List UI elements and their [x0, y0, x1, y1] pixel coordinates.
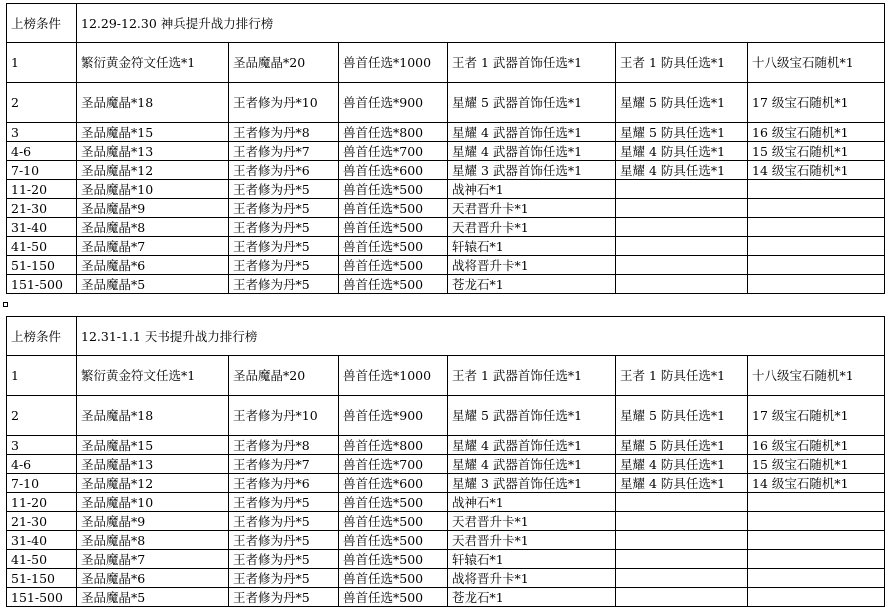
reward-cell: 王者修为丹*5	[229, 531, 339, 550]
reward-cell: 战将晋升卡*1	[448, 569, 616, 588]
rank-cell: 21-30	[7, 512, 77, 531]
rank-cell: 3	[7, 123, 77, 142]
reward-cell: 16 级宝石随机*1	[748, 436, 885, 455]
reward-cell: 王者修为丹*5	[229, 180, 339, 199]
table-row	[7, 474, 885, 493]
reward-cell	[616, 512, 748, 531]
reward-cell	[616, 550, 748, 569]
table-row	[7, 43, 885, 83]
reward-cell: 王者修为丹*5	[229, 218, 339, 237]
reward-cell: 兽首任选*500	[339, 569, 448, 588]
reward-cell	[748, 588, 885, 607]
reward-cell	[616, 237, 748, 256]
reward-cell: 王者修为丹*5	[229, 275, 339, 294]
ranking-table-tianshu	[6, 316, 885, 607]
reward-cell: 王者 1 防具任选*1	[616, 43, 748, 83]
reward-cell: 王者 1 武器首饰任选*1	[448, 356, 616, 396]
reward-cell: 圣品魔晶*20	[229, 43, 339, 83]
rank-cell: 4-6	[7, 142, 77, 161]
reward-cell: 王者修为丹*5	[229, 256, 339, 275]
reward-cell	[616, 218, 748, 237]
reward-cell: 兽首任选*500	[339, 199, 448, 218]
reward-cell: 天君晋升卡*1	[448, 199, 616, 218]
reward-cell: 星耀 4 武器首饰任选*1	[448, 436, 616, 455]
reward-cell: 兽首任选*700	[339, 142, 448, 161]
reward-cell: 兽首任选*500	[339, 275, 448, 294]
reward-cell: 兽首任选*500	[339, 180, 448, 199]
reward-cell: 王者修为丹*5	[229, 550, 339, 569]
reward-cell	[616, 588, 748, 607]
reward-cell: 星耀 4 武器首饰任选*1	[448, 455, 616, 474]
reward-cell: 兽首任选*500	[339, 588, 448, 607]
reward-cell	[748, 256, 885, 275]
ranking-table-shenbing	[6, 3, 885, 294]
rank-cell: 2	[7, 396, 77, 436]
reward-cell: 兽首任选*1000	[339, 356, 448, 396]
table-row	[7, 83, 885, 123]
rank-cell: 3	[7, 436, 77, 455]
rank-cell: 51-150	[7, 256, 77, 275]
reward-cell	[616, 199, 748, 218]
table-title: 12.31-1.1 天书提升战力排行榜	[77, 317, 885, 356]
rank-cell: 151-500	[7, 275, 77, 294]
reward-cell	[748, 531, 885, 550]
reward-cell: 星耀 3 武器首饰任选*1	[448, 161, 616, 180]
reward-cell: 星耀 5 武器首饰任选*1	[448, 396, 616, 436]
reward-cell: 圣品魔晶*20	[229, 356, 339, 396]
reward-cell: 战将晋升卡*1	[448, 256, 616, 275]
reward-cell: 王者修为丹*5	[229, 493, 339, 512]
reward-cell: 圣品魔晶*9	[77, 512, 229, 531]
table-row	[7, 455, 885, 474]
reward-cell: 王者修为丹*5	[229, 512, 339, 531]
reward-cell: 十八级宝石随机*1	[748, 43, 885, 83]
reward-cell: 王者修为丹*5	[229, 199, 339, 218]
reward-cell: 兽首任选*600	[339, 161, 448, 180]
reward-cell: 圣品魔晶*15	[77, 123, 229, 142]
reward-cell: 圣品魔晶*9	[77, 199, 229, 218]
reward-cell: 兽首任选*800	[339, 123, 448, 142]
header-condition-cell: 上榜条件	[7, 4, 77, 43]
reward-cell: 王者修为丹*5	[229, 588, 339, 607]
reward-cell: 圣品魔晶*10	[77, 493, 229, 512]
reward-cell: 王者修为丹*10	[229, 396, 339, 436]
reward-cell: 星耀 4 武器首饰任选*1	[448, 142, 616, 161]
rank-cell: 11-20	[7, 180, 77, 199]
reward-cell: 天君晋升卡*1	[448, 218, 616, 237]
reward-cell: 兽首任选*500	[339, 218, 448, 237]
reward-cell: 星耀 3 武器首饰任选*1	[448, 474, 616, 493]
reward-cell	[748, 237, 885, 256]
reward-cell: 圣品魔晶*5	[77, 275, 229, 294]
reward-cell	[748, 180, 885, 199]
reward-cell	[748, 218, 885, 237]
reward-cell: 兽首任选*500	[339, 531, 448, 550]
reward-cell: 圣品魔晶*12	[77, 474, 229, 493]
table-row	[7, 493, 885, 512]
reward-cell: 王者修为丹*8	[229, 123, 339, 142]
header-condition-cell: 上榜条件	[7, 317, 77, 356]
reward-cell: 圣品魔晶*8	[77, 218, 229, 237]
reward-cell: 王者修为丹*6	[229, 474, 339, 493]
reward-cell	[748, 275, 885, 294]
reward-cell: 星耀 4 防具任选*1	[616, 142, 748, 161]
reward-cell: 星耀 5 防具任选*1	[616, 396, 748, 436]
reward-cell: 苍龙石*1	[448, 275, 616, 294]
reward-cell: 圣品魔晶*7	[77, 550, 229, 569]
reward-cell: 王者修为丹*7	[229, 455, 339, 474]
reward-cell: 17 级宝石随机*1	[748, 83, 885, 123]
table-row	[7, 512, 885, 531]
reward-cell: 兽首任选*500	[339, 493, 448, 512]
rank-cell: 1	[7, 43, 77, 83]
reward-cell	[616, 275, 748, 294]
reward-cell	[748, 569, 885, 588]
reward-cell: 兽首任选*500	[339, 256, 448, 275]
reward-cell	[616, 569, 748, 588]
reward-cell: 王者 1 防具任选*1	[616, 356, 748, 396]
reward-cell: 轩辕石*1	[448, 237, 616, 256]
rank-cell: 2	[7, 83, 77, 123]
reward-cell: 王者 1 武器首饰任选*1	[448, 43, 616, 83]
rank-cell: 1	[7, 356, 77, 396]
reward-cell: 圣品魔晶*6	[77, 569, 229, 588]
reward-cell: 兽首任选*800	[339, 436, 448, 455]
reward-cell	[616, 180, 748, 199]
reward-cell: 16 级宝石随机*1	[748, 123, 885, 142]
table-row	[7, 123, 885, 142]
reward-cell: 繁衍黄金符文任选*1	[77, 43, 229, 83]
reward-cell: 天君晋升卡*1	[448, 512, 616, 531]
reward-cell: 圣品魔晶*13	[77, 455, 229, 474]
rank-cell: 4-6	[7, 455, 77, 474]
rank-cell: 31-40	[7, 218, 77, 237]
reward-cell: 圣品魔晶*8	[77, 531, 229, 550]
table-row	[7, 436, 885, 455]
reward-cell: 星耀 5 武器首饰任选*1	[448, 83, 616, 123]
reward-cell: 王者修为丹*10	[229, 83, 339, 123]
rank-cell: 51-150	[7, 569, 77, 588]
reward-cell: 天君晋升卡*1	[448, 531, 616, 550]
table-row	[7, 396, 885, 436]
reward-cell	[748, 199, 885, 218]
rank-cell: 31-40	[7, 531, 77, 550]
table-row	[7, 569, 885, 588]
reward-cell: 兽首任选*1000	[339, 43, 448, 83]
rank-cell: 7-10	[7, 474, 77, 493]
table-row	[7, 218, 885, 237]
reward-cell: 兽首任选*500	[339, 550, 448, 569]
table-row	[7, 531, 885, 550]
reward-cell: 15 级宝石随机*1	[748, 455, 885, 474]
reward-cell: 星耀 5 防具任选*1	[616, 436, 748, 455]
rank-cell: 41-50	[7, 550, 77, 569]
reward-cell: 兽首任选*700	[339, 455, 448, 474]
reward-cell: 繁衍黄金符文任选*1	[77, 356, 229, 396]
reward-cell	[616, 256, 748, 275]
reward-cell: 圣品魔晶*18	[77, 83, 229, 123]
rank-cell: 21-30	[7, 199, 77, 218]
reward-cell: 王者修为丹*7	[229, 142, 339, 161]
reward-cell: 战神石*1	[448, 493, 616, 512]
table-title: 12.29-12.30 神兵提升战力排行榜	[77, 4, 885, 43]
reward-cell: 王者修为丹*8	[229, 436, 339, 455]
reward-cell: 圣品魔晶*6	[77, 256, 229, 275]
reward-cell: 圣品魔晶*7	[77, 237, 229, 256]
reward-cell: 王者修为丹*5	[229, 237, 339, 256]
table-row	[7, 199, 885, 218]
reward-cell: 星耀 4 防具任选*1	[616, 455, 748, 474]
reward-cell: 轩辕石*1	[448, 550, 616, 569]
reward-cell: 星耀 5 防具任选*1	[616, 83, 748, 123]
table-row	[7, 588, 885, 607]
paragraph-marker	[3, 302, 8, 307]
reward-cell: 圣品魔晶*13	[77, 142, 229, 161]
reward-cell: 14 级宝石随机*1	[748, 474, 885, 493]
reward-cell: 14 级宝石随机*1	[748, 161, 885, 180]
reward-cell: 圣品魔晶*18	[77, 396, 229, 436]
reward-cell: 王者修为丹*6	[229, 161, 339, 180]
reward-cell: 战神石*1	[448, 180, 616, 199]
rank-cell: 151-500	[7, 588, 77, 607]
table-row	[7, 237, 885, 256]
reward-cell: 圣品魔晶*5	[77, 588, 229, 607]
rank-cell: 41-50	[7, 237, 77, 256]
reward-cell: 星耀 4 武器首饰任选*1	[448, 123, 616, 142]
reward-cell: 星耀 4 防具任选*1	[616, 161, 748, 180]
reward-cell: 十八级宝石随机*1	[748, 356, 885, 396]
reward-cell: 17 级宝石随机*1	[748, 396, 885, 436]
reward-cell	[748, 493, 885, 512]
reward-cell: 兽首任选*500	[339, 237, 448, 256]
reward-cell	[616, 531, 748, 550]
table-row	[7, 180, 885, 199]
reward-cell: 星耀 4 防具任选*1	[616, 474, 748, 493]
reward-cell: 苍龙石*1	[448, 588, 616, 607]
reward-cell: 15 级宝石随机*1	[748, 142, 885, 161]
reward-cell: 兽首任选*600	[339, 474, 448, 493]
reward-cell: 圣品魔晶*15	[77, 436, 229, 455]
table-row	[7, 550, 885, 569]
reward-cell: 兽首任选*900	[339, 83, 448, 123]
rank-cell: 11-20	[7, 493, 77, 512]
table-row	[7, 161, 885, 180]
reward-cell	[748, 550, 885, 569]
table-header-row	[7, 4, 885, 43]
reward-cell: 圣品魔晶*10	[77, 180, 229, 199]
rank-cell: 7-10	[7, 161, 77, 180]
table-row	[7, 356, 885, 396]
reward-cell: 圣品魔晶*12	[77, 161, 229, 180]
table-row	[7, 256, 885, 275]
table-row	[7, 275, 885, 294]
reward-cell	[616, 493, 748, 512]
table-header-row	[7, 317, 885, 356]
reward-cell: 星耀 5 防具任选*1	[616, 123, 748, 142]
reward-cell: 兽首任选*900	[339, 396, 448, 436]
reward-cell: 兽首任选*500	[339, 512, 448, 531]
reward-cell	[748, 512, 885, 531]
reward-cell: 王者修为丹*5	[229, 569, 339, 588]
table-row	[7, 142, 885, 161]
